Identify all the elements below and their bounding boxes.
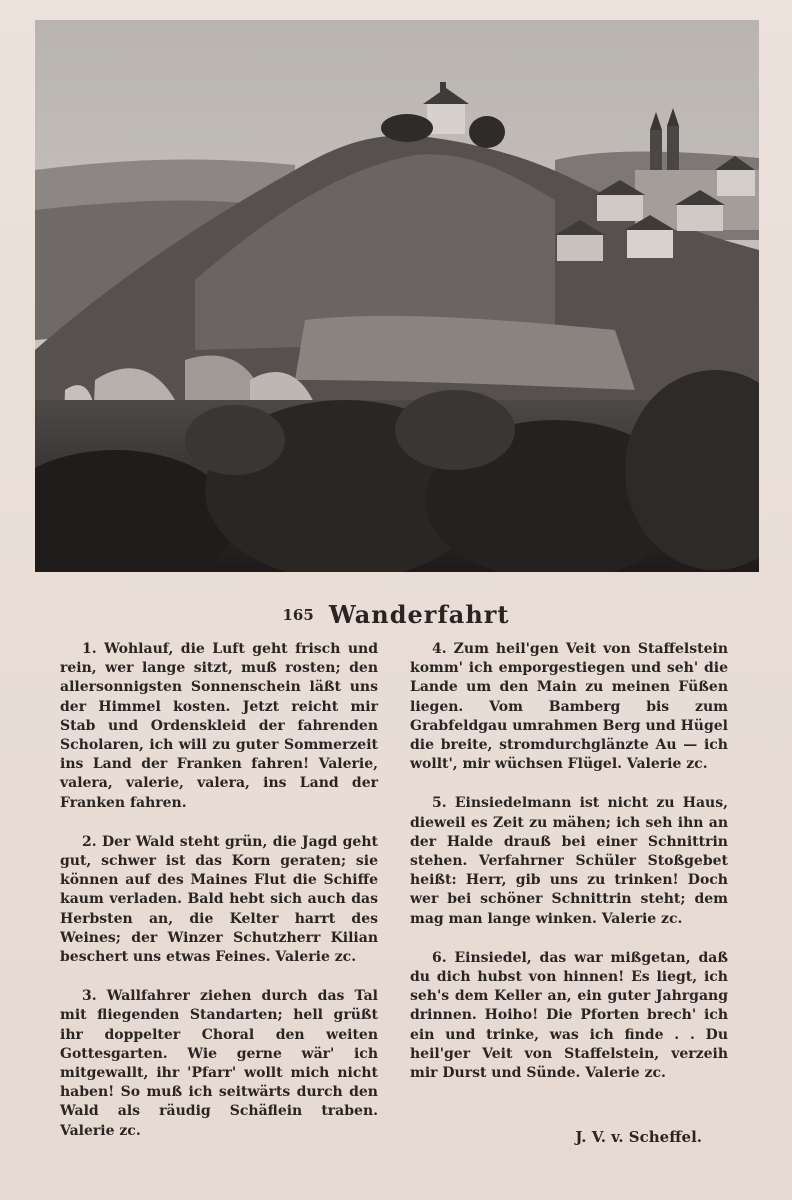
verse-6: 6. Einsiedel, das war mißgetan, daß du dich hubst von hinnen! Es liegt, ich seh's dem Keller an, ein guter Jahrgang drinnen. Hoiho! Die Pforten brech' ich ein und trinke, was ich finde . . Du heil'ger Veit von Staffelstein, verzeih mir Durst und Sünde. Valerie zc.: [410, 949, 728, 1082]
verse-4: 4. Zum heil'gen Veit von Staffelstein komm' ich emporgestiegen und seh' die Lande um den Main zu meinen Füßen liegen. Vom Bamberg bis zum Grabfeldgau umrahmen Berg und Hügel die breite, stromdurchglänzte Au — ich wollt', mir wüchsen Flügel. Valerie zc.: [410, 641, 728, 773]
verse-3: 3. Wallfahrer ziehen durch das Tal mit fliegenden Standarten; hell grüßt ihr doppelter Choral den weiten Gottesgarten. Wie gerne wär' ich mitgewallt, ihr 'Pfarr' wollt mich nicht haben! So muß ich seitwärts durch den Wald als räudig Schäflein traben. Valerie zc.: [60, 988, 378, 1139]
verse-1: 1. Wohlauf, die Luft geht frisch und rein, wer lange sitzt, muß rosten; den allersonnigsten Sonnenschein läßt uns der Himmel kosten. Jetzt reicht mir Stab und Ordenskleid der fahrenden Scholaren, ich will zu guter Sommerzeit ins Land der Franken fahren! Valerie, valera, valerie, valera, ins Land der Franken fahren.: [60, 641, 378, 811]
verse-2: 2. Der Wald steht grün, die Jagd geht gut, schwer ist das Korn geraten; sie können auf des Maines Flut die Schiffe kaum verladen. Bald hebt sich auch das Herbsten an, die Kelter harrt des Weines; der Winzer Schutzherr Kilian beschert uns etwas Feines. Valerie zc.: [60, 833, 378, 966]
verse-column-left: [60, 640, 378, 1161]
verse-5: 5. Einsiedelmann ist nicht zu Haus, dieweil es Zeit zu mähen; ich seh ihn an der Halde drauß bei einer Schnittrin stehen. Verfahrner Schüler Stoßgebet heißt: Herr, gib uns zu trinken! Doch wer bei schöner Schnittrin steht; dem mag man lange winken. Valerie zc.: [410, 795, 728, 927]
song-title: Wanderfahrt: [328, 600, 510, 629]
author-signature: J. V. v. Scheffel.: [575, 1128, 702, 1146]
verse-column-right: [410, 640, 728, 1103]
song-number: 165: [282, 605, 314, 624]
song-heading: [0, 600, 792, 634]
hilltop-chapel-town-photo: [35, 20, 759, 572]
landscape-photo: [35, 20, 759, 572]
